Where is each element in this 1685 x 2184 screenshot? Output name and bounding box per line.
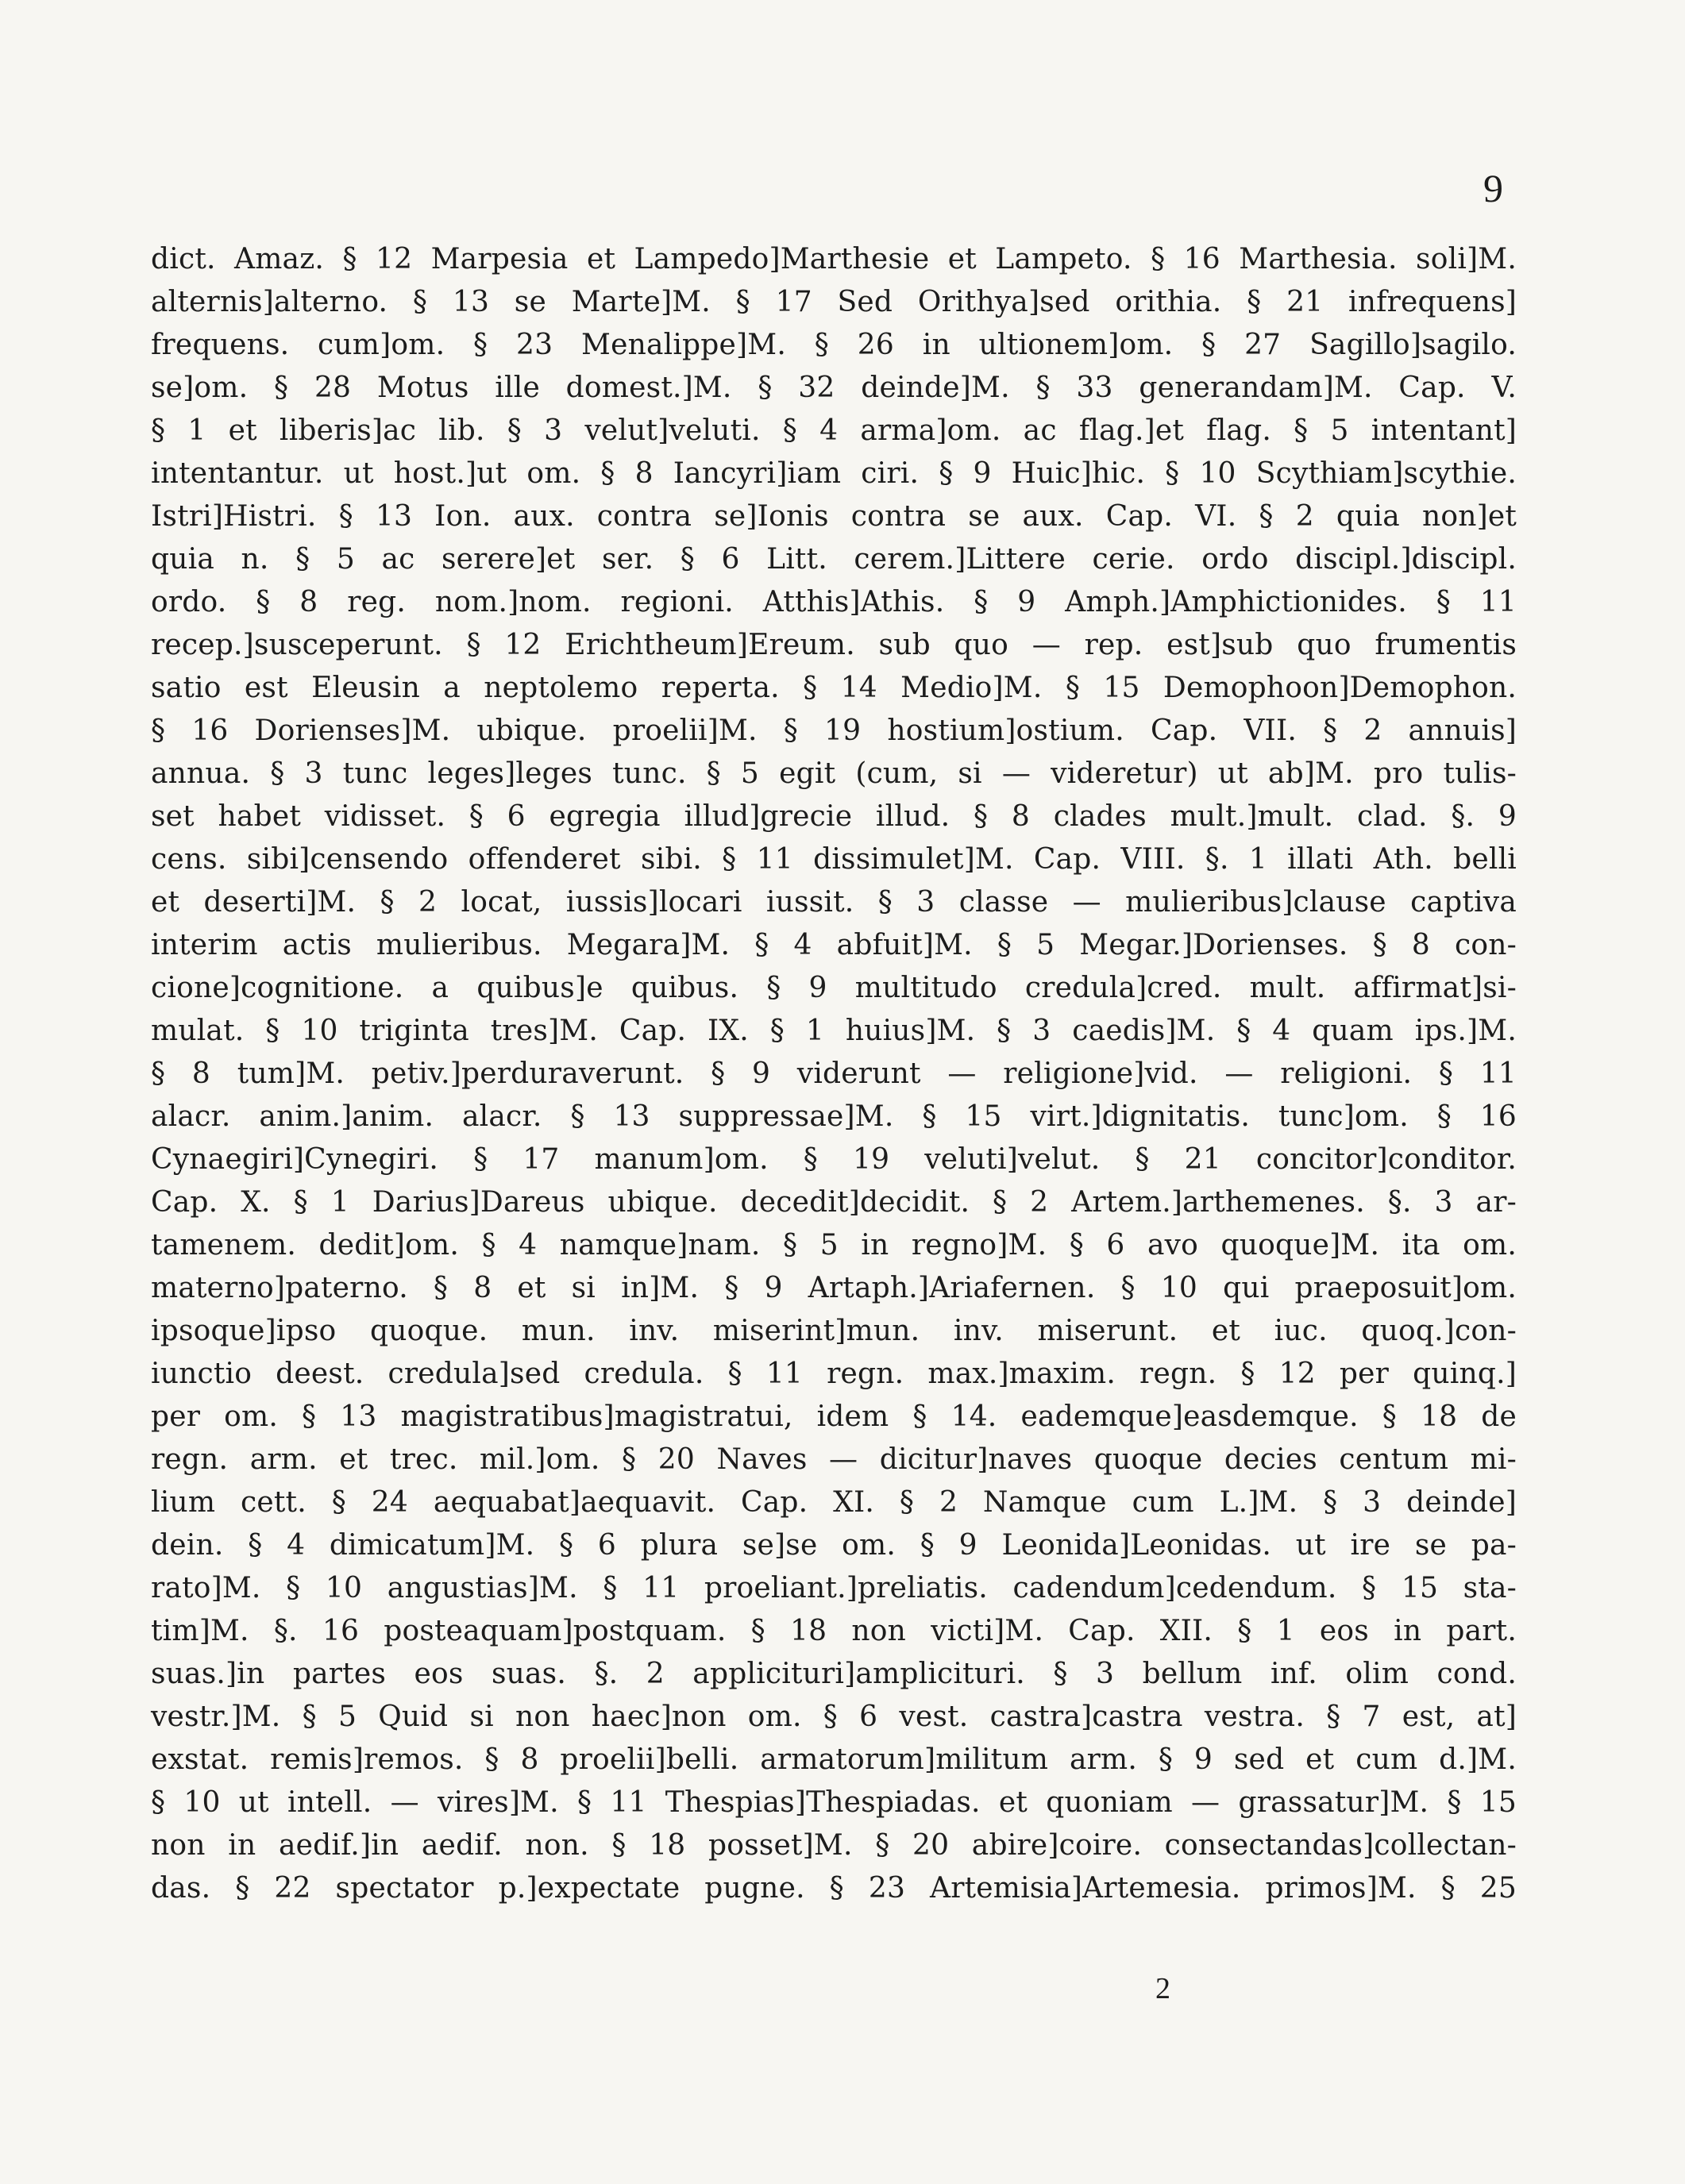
text-line: et deserti]M. § 2 locat, iussis]locari iussit. § 3 classe — mulieribus]clause captiva [151,886,1517,919]
text-line: dict. Amaz. § 12 Marpesia et Lampedo]Marthesie et Lampeto. § 16 Marthesia. soli]M. [151,243,1517,275]
text-line: intentantur. ut host.]ut om. § 8 Iancyri]iam ciri. § 9 Huic]hic. § 10 Scythiam]scythie. [151,457,1517,490]
text-line: cione]cognitione. a quibus]e quibus. § 9 multitudo credula]cred. mult. affirmat]si- [151,972,1517,1004]
text-line: regn. arm. et trec. mil.]om. § 20 Naves — dicitur]naves quoque decies centum mi- [151,1443,1517,1476]
text-line: mulat. § 10 triginta tres]M. Cap. IX. § 1 huius]M. § 3 caedis]M. § 4 quam ips.]M. [151,1015,1517,1047]
text-line: materno]paterno. § 8 et si in]M. § 9 Artaph.]Ariafernen. § 10 qui praeposuit]om. [151,1272,1517,1304]
text-line: Istri]Histri. § 13 Ion. aux. contra se]Ionis contra se aux. Cap. VI. § 2 quia non]et [151,500,1517,533]
signature-mark: 2 [1155,1972,1170,2005]
text-line: quia n. § 5 ac serere]et ser. § 6 Litt. cerem.]Littere cerie. ordo discipl.]discipl. [151,543,1517,576]
text-line: alacr. anim.]anim. alacr. § 13 suppressae]M. § 15 virt.]dignitatis. tunc]om. § 16 [151,1100,1517,1133]
text-line: rato]M. § 10 angustias]M. § 11 proeliant.]preliatis. cadendum]cedendum. § 15 sta- [151,1572,1517,1604]
text-line: se]om. § 28 Motus ille domest.]M. § 32 deinde]M. § 33 generandam]M. Cap. V. [151,372,1517,404]
text-line: annua. § 3 tunc leges]leges tunc. § 5 egit (cum, si — videretur) ut ab]M. pro tulis- [151,757,1517,790]
text-line: dein. § 4 dimicatum]M. § 6 plura se]se om. § 9 Leonida]Leonidas. ut ire se pa- [151,1529,1517,1562]
text-line: ipsoque]ipso quoque. mun. inv. miserint]mun. inv. miserunt. et iuc. quoq.]con- [151,1315,1517,1347]
text-line: set habet vidisset. § 6 egregia illud]grecie illud. § 8 clades mult.]mult. clad. §. 9 [151,800,1517,833]
text-line: § 16 Dorienses]M. ubique. proelii]M. § 19 hostium]ostium. Cap. VII. § 2 annuis] [151,715,1517,747]
text-line: § 8 tum]M. petiv.]perduraverunt. § 9 viderunt — religione]vid. — religioni. § 11 [151,1057,1517,1090]
text-line: alternis]alterno. § 13 se Marte]M. § 17 Sed Orithya]sed orithia. § 21 infrequens] [151,286,1517,318]
text-line: cens. sibi]censendo offenderet sibi. § 11 dissimulet]M. Cap. VIII. §. 1 illati Ath. belli [151,843,1517,876]
text-line: vestr.]M. § 5 Quid si non haec]non om. § 6 vest. castra]castra vestra. § 7 est, at] [151,1701,1517,1733]
text-line: § 10 ut intell. — vires]M. § 11 Thespias]Thespiadas. et quoniam — grassatur]M. § 15 [151,1786,1517,1819]
text-line: das. § 22 spectator p.]expectate pugne. § 23 Artemisia]Artemesia. primos]M. § 25 [151,1872,1517,1905]
text-line: iunctio deest. credula]sed credula. § 11 regn. max.]maxim. regn. § 12 per quinq.] [151,1358,1517,1390]
text-line: ordo. § 8 reg. nom.]nom. regioni. Atthis]Athis. § 9 Amph.]Amphictionides. § 11 [151,586,1517,618]
text-line: frequens. cum]om. § 23 Menalippe]M. § 26 in ultionem]om. § 27 Sagillo]sagilo. [151,329,1517,361]
text-line: per om. § 13 magistratibus]magistratui, idem § 14. eademque]easdemque. § 18 de [151,1400,1517,1433]
text-line: exstat. remis]remos. § 8 proelii]belli. armatorum]militum arm. § 9 sed et cum d.]M. [151,1743,1517,1776]
text-line: non in aedif.]in aedif. non. § 18 posset]M. § 20 abire]coire. consectandas]collectan- [151,1829,1517,1862]
page-number: 9 [1483,166,1503,210]
text-line: Cap. X. § 1 Darius]Dareus ubique. decedit]decidit. § 2 Artem.]arthemenes. §. 3 ar- [151,1186,1517,1219]
text-line: interim actis mulieribus. Megara]M. § 4 abfuit]M. § 5 Megar.]Dorienses. § 8 con- [151,929,1517,961]
text-line: satio est Eleusin a neptolemo reperta. § 14 Medio]M. § 15 Demophoon]Demophon. [151,672,1517,704]
text-line: suas.]in partes eos suas. §. 2 applicituri]ampliciturі. § 3 bellum inf. olim cond. [151,1658,1517,1690]
text-line: recep.]susceperunt. § 12 Erichtheum]Ereum. sub quo — rep. est]sub quo frumentis [151,629,1517,661]
text-line: tim]M. §. 16 posteaquam]postquam. § 18 non victi]M. Cap. XII. § 1 eos in part. [151,1615,1517,1647]
text-line: lium cett. § 24 aequabat]aequavit. Cap. XI. § 2 Namque cum L.]M. § 3 deinde] [151,1486,1517,1519]
text-line: § 1 et liberis]ac lib. § 3 velut]veluti. § 4 arma]om. ac flag.]et flag. § 5 intentant] [151,414,1517,447]
text-line: Cynaegiri]Cynegiri. § 17 manum]om. § 19 veluti]velut. § 21 concitor]conditor. [151,1143,1517,1176]
text-line: tamenem. dedit]om. § 4 namque]nam. § 5 in regno]M. § 6 avo quoque]M. ita om. [151,1229,1517,1261]
apparatus-criticus-text [151,238,1517,1910]
